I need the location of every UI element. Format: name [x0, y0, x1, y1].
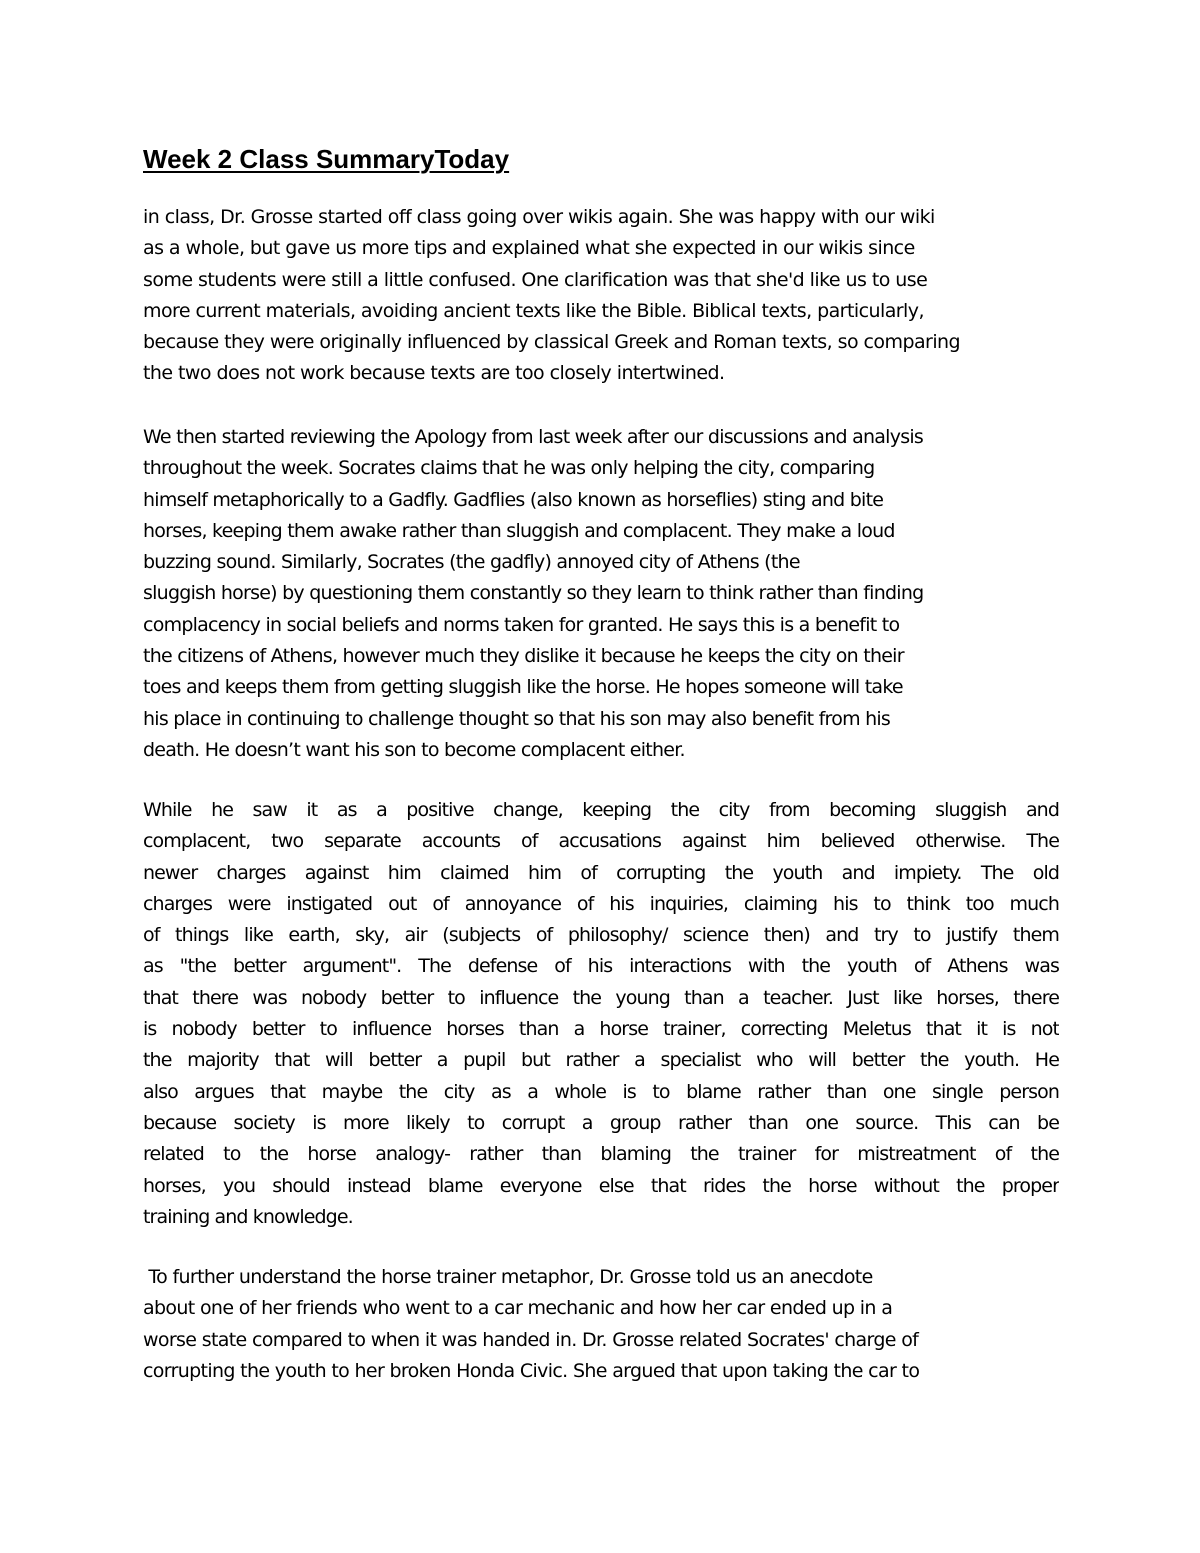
text-line: more current materials, avoiding ancient texts like the Bible. Biblical texts, particularly,: [143, 299, 924, 322]
text-line: some students were still a little confused. One clarification was that she'd like us to use: [143, 268, 928, 291]
text-line: While he saw it as a positive change, keeping the city from becoming sluggish and: [143, 799, 1059, 821]
text-line: as a whole, but gave us more tips and explained what she expected in our wikis since: [143, 237, 915, 260]
text-line: throughout the week. Socrates claims that he was only helping the city, comparing: [143, 457, 875, 480]
text-line: corrupting the youth to her broken Honda Civic. She argued that upon taking the car to: [143, 1359, 920, 1382]
paragraph-accusations: [143, 795, 1059, 1233]
text-line: because society is more likely to corrupt a group rather than one source. This can be: [143, 1111, 1059, 1134]
text-line: sluggish horse) by questioning them constantly so they learn to think rather than finding: [143, 582, 924, 605]
text-line: newer charges against him claimed him of corrupting the youth and impiety. The old: [143, 861, 1059, 884]
text-line: that there was nobody better to influence the young than a teacher. Just like horses, there: [143, 986, 1059, 1009]
text-line: his place in continuing to challenge thought so that his son may also benefit from his: [143, 707, 891, 730]
text-line: is nobody better to influence horses than a horse trainer, correcting Meletus that it is not: [143, 1018, 1059, 1041]
text-line: also argues that maybe the city as a whole is to blame rather than one single person: [143, 1080, 1059, 1103]
text-line: buzzing sound. Similarly, Socrates (the gadfly) annoyed city of Athens (the: [143, 551, 800, 574]
text-line: death. He doesn’t want his son to become complacent either.: [143, 738, 685, 761]
paragraph-wiki-review: [143, 202, 1063, 390]
text-line: training and knowledge.: [143, 1205, 353, 1228]
paragraph-apology-gadfly: [143, 422, 1063, 766]
text-line: horses, you should instead blame everyone else that rides the horse without the proper: [143, 1174, 1059, 1197]
text-line: of things like earth, sky, air (subjects of philosophy/ science then) and try to justify them: [143, 924, 1059, 947]
paragraph-horse-trainer-anecdote: [143, 1262, 1063, 1387]
document-title: Week 2 Class SummaryToday: [143, 144, 510, 174]
text-line: complacent, two separate accounts of accusations against him believed otherwise. The: [143, 830, 1059, 853]
text-line: in class, Dr. Grosse started off class going over wikis again. She was happy with our wiki: [143, 206, 935, 228]
text-line: We then started reviewing the Apology from last week after our discussions and analysis: [143, 426, 924, 448]
text-line: related to the horse analogy- rather than blaming the trainer for mistreatment of the: [143, 1143, 1059, 1166]
text-line: the majority that will better a pupil but rather a specialist who will better the youth. He: [143, 1049, 1059, 1072]
text-line: himself metaphorically to a Gadfly. Gadflies (also known as horseflies) sting and bite: [143, 488, 884, 511]
text-line: the two does not work because texts are too closely intertwined.: [143, 362, 725, 385]
text-line: worse state compared to when it was handed in. Dr. Grosse related Socrates' charge of: [143, 1328, 919, 1351]
text-line: horses, keeping them awake rather than sluggish and complacent. They make a loud: [143, 519, 895, 542]
text-line: the citizens of Athens, however much they dislike it because he keeps the city on their: [143, 645, 904, 668]
text-line: charges were instigated out of annoyance of his inquiries, claiming his to think too much: [143, 892, 1059, 915]
text-line: To further understand the horse trainer metaphor, Dr. Grosse told us an anecdote: [143, 1266, 873, 1288]
text-line: because they were originally influenced by classical Greek and Roman texts, so comparing: [143, 331, 961, 354]
text-line: about one of her friends who went to a car mechanic and how her car ended up in a: [143, 1297, 893, 1320]
text-line: as "the better argument". The defense of his interactions with the youth of Athens was: [143, 955, 1059, 978]
text-line: toes and keeps them from getting sluggish like the horse. He hopes someone will take: [143, 676, 903, 699]
text-line: complacency in social beliefs and norms taken for granted. He says this is a benefit to: [143, 613, 900, 636]
